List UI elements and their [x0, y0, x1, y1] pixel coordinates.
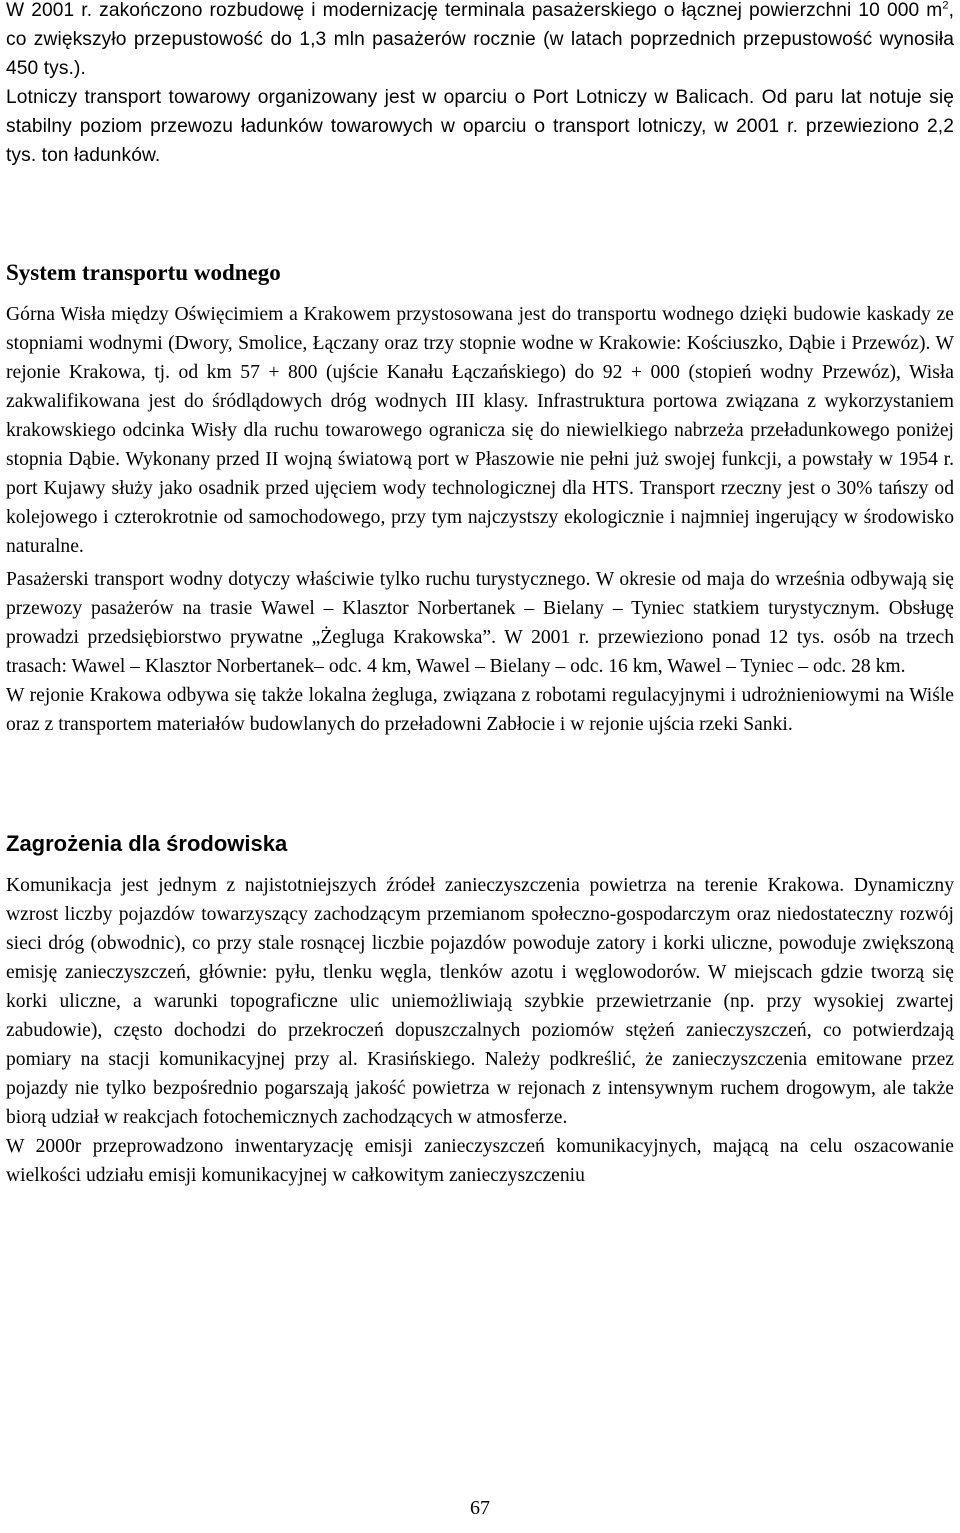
- document-page: [6, 0, 954, 1190]
- paragraph-emission-inventory: W 2000r przeprowadzono inwentaryzację emisji zanieczyszczeń komunikacyjnych, mającą na celu oszacowanie wielkości udziału emisji komunikacyjnej w całkowitym zanieczyszczeniu: [6, 1136, 954, 1186]
- paragraph-pollution: Komunikacja jest jednym z najistotniejszych źródeł zanieczyszczenia powietrza na terenie Krakowa. Dynamiczny wzrost liczby pojazdów towarzyszący zachodzącym przemianom społeczno-gospodarczym oraz niedostateczny rozwój sieci dróg (obwodnic), co przy stale rosnącej liczbie pojazdów powoduje zatory i korki uliczne, powoduje zwiększoną emisję zanieczyszczeń, głównie: pyłu, tlenku węgla, tlenków azotu i węglowodorów. W miejscach gdzie tworzą się korki uliczne, a warunki topograficzne ulic uniemożliwiają szybkie przewietrzanie (np. przy wysokiej zwartej zabudowie), często dochodzi do przekroczeń dopuszczalnych poziomów stężeń zanieczyszczeń, co potwierdzają pomiary na stacji komunikacyjnej przy al. Krasińskiego. Należy podkreślić, że zanieczyszczenia emitowane przez pojazdy nie tylko bezpośrednio pogarszają jakość powietrza w rejonach z intensywnym ruchem drogowym, ale także biorą udział w reakcjach fotochemicznych zachodzących w atmosferze.: [6, 875, 954, 1128]
- superscript-2: 2: [942, 0, 949, 12]
- section-heading-environment: Zagrożenia dla środowiska: [6, 831, 288, 856]
- page-number: 67: [470, 1497, 490, 1519]
- section-heading-water-transport: System transportu wodnego: [6, 260, 281, 285]
- paragraph-terminal: [6, 0, 954, 83]
- paragraph-terminal-text-cont: , co zwiększyło przepustowość do 1,3 mln pasażerów rocznie (w latach poprzednich przepustowość wynosiła 450 tys.).: [6, 0, 954, 79]
- paragraph-terminal-text: W 2001 r. zakończono rozbudowę i modernizację terminala pasażerskiego o łącznej powierzchni 10 000 m: [6, 0, 943, 21]
- paragraph-passenger-water: Pasażerski transport wodny dotyczy właściwie tylko ruchu turystycznego. W okresie od maja do września odbywają się przewozy pasażerów na trasie Wawel – Klasztor Norbertanek – Bielany – Tyniec statkiem turystycznym. Obsługę prowadzi przedsiębiorstwo prywatne „Żegluga Krakowska”. W 2001 r. przewieziono ponad 12 tys. osób na trzech trasach: Wawel – Klasztor Norbertanek– odc. 4 km, Wawel – Bielany – odc. 16 km, Wawel – Tyniec – odc. 28 km.: [6, 569, 954, 677]
- paragraph-local-shipping: W rejonie Krakowa odbywa się także lokalna żegluga, związana z robotami regulacyjnymi i udrożnieniowymi na Wiśle oraz z transportem materiałów budowlanych do przeładowni Zabłocie i w rejonie ujścia rzeki Sanki.: [6, 685, 954, 735]
- paragraph-vistula-waterway: Górna Wisła między Oświęcimiem a Krakowem przystosowana jest do transportu wodnego dzięki budowie kaskady ze stopniami wodnymi (Dwory, Smolice, Łączany oraz trzy stopnie wodne w Krakowie: Kościuszko, Dąbie i Przewóz). W rejonie Krakowa, tj. od km 57 + 800 (ujście Kanału Łączańskiego) do 92 + 000 (stopień wodny Przewóz), Wisła zakwalifikowana jest do śródlądowych dróg wodnych III klasy. Infrastruktura portowa związana z wykorzystaniem krakowskiego odcinka Wisły dla ruchu towarowego ogranicza się do niewielkiego nabrzeża przeładunkowego poniżej stopnia Dąbie. Wykonany przed II wojną światową port w Płaszowie nie pełni już swojej funkcji, a powstały w 1954 r. port Kujawy służy jako osadnik przed ujęciem wody technologicznej dla HTS. Transport rzeczny jest o 30% tańszy od kolejowego i czterokrotnie od samochodowego, przy tym najczystszy ekologicznie i najmniej ingerujący w środowisko naturalne.: [6, 304, 954, 557]
- paragraph-air-cargo: Lotniczy transport towarowy organizowany jest w oparciu o Port Lotniczy w Balicach. Od paru lat notuje się stabilny poziom przewozu ładunków towarowych w oparciu o transport lotniczy, w 2001 r. przewieziono 2,2 tys. ton ładunków.: [6, 87, 954, 166]
